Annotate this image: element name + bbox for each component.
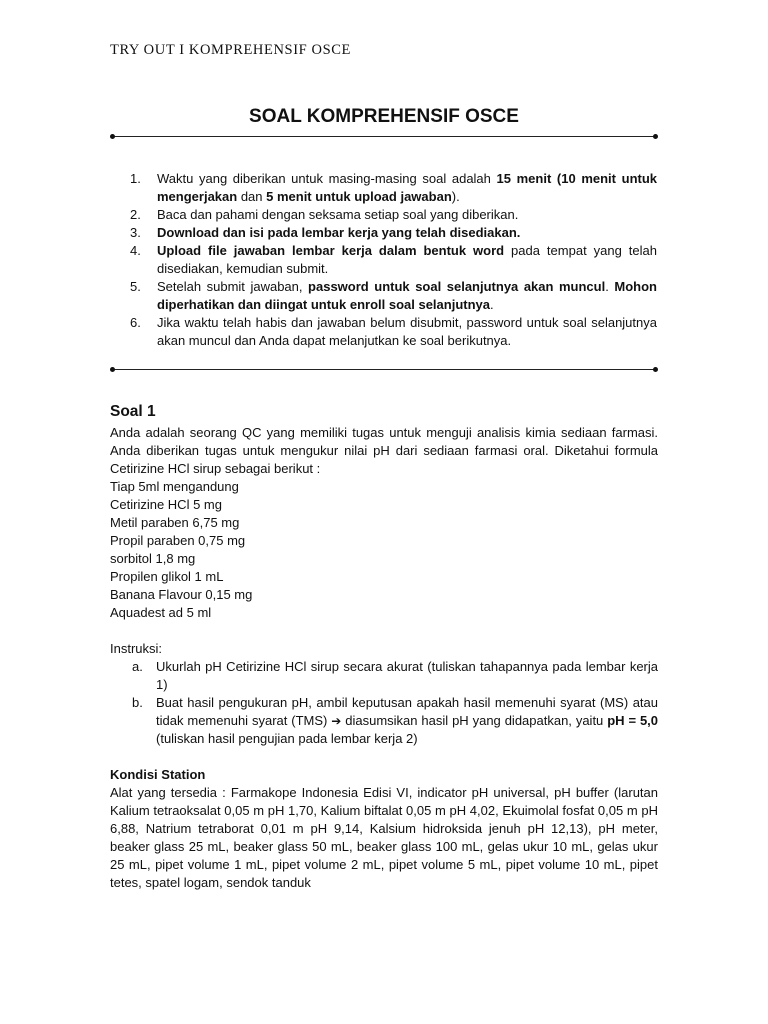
formula-line: sorbitol 1,8 mg — [110, 551, 196, 566]
text-segment: Waktu yang diberikan untuk masing-masing soal adalah — [157, 171, 497, 186]
bottom-divider — [112, 369, 656, 370]
rule-number: 1. — [130, 171, 141, 186]
text-segment: Mohon diperhatikan dan diingat untuk enroll soal selanjutnya — [157, 279, 657, 312]
rule-item — [130, 170, 657, 206]
divider-dot-right — [653, 367, 658, 372]
text-segment: . — [605, 279, 615, 294]
instruction-item — [110, 658, 658, 694]
arrow-icon: ➔ — [331, 714, 342, 728]
instruction-letter: a. — [132, 659, 143, 674]
rule-number: 4. — [130, 243, 141, 258]
rule-number: 5. — [130, 279, 141, 294]
formula-line: Banana Flavour 0,15 mg — [110, 587, 253, 602]
text-segment: . — [490, 297, 494, 312]
text-segment: Ukurlah pH Cetirizine HCl sirup secara akurat (tuliskan tahapannya pada lembar kerja 1) — [156, 659, 658, 692]
text-segment: Download dan isi pada lembar kerja yang telah disediakan. — [157, 225, 521, 240]
text-segment: pada tempat yang telah disediakan, kemudian submit. — [157, 243, 657, 276]
document-header: TRY OUT I KOMPREHENSIF OSCE — [110, 42, 351, 58]
formula-list — [110, 478, 658, 622]
rule-number: 6. — [130, 315, 141, 330]
station-text: Alat yang tersedia : Farmakope Indonesia Edisi VI, indicator pH universal, pH buffer (larutan Kalium tetraoksalat 0,05 m pH 1,70, Kalium biftalat 0,05 m pH 4,02, Ekuimolal fosfat 0,05 m pH 6,88, Natrium tetraborat 0,01 m pH 9,14, Kalsium hidroksida jenuh pH 12,13), pH meter, beaker glass 25 mL, beaker glass 50 mL, beaker glass 100 mL, gelas ukur 10 mL, gelas ukur 25 mL, pipet volume 1 mL, pipet volume 2 mL, pipet volume 5 mL, pipet volume 10 mL, pipet tetes, spatel logam, sendok tanduk — [110, 785, 658, 890]
formula-line: Tiap 5ml mengandung — [110, 479, 239, 494]
formula-line: Cetirizine HCl 5 mg — [110, 497, 222, 512]
formula-line: Propil paraben 0,75 mg — [110, 533, 246, 548]
formula-line: Aquadest ad 5 ml — [110, 605, 212, 620]
instruction-letter: b. — [132, 695, 143, 710]
text-segment: pH = 5,0 — [607, 713, 659, 728]
rule-number: 3. — [130, 225, 141, 240]
rule-number: 2. — [130, 207, 141, 222]
formula-line: Propilen glikol 1 mL — [110, 569, 224, 584]
rule-item — [130, 278, 657, 314]
text-segment: Upload file jawaban lembar kerja dalam bentuk word — [157, 243, 505, 258]
page-title: SOAL KOMPREHENSIF OSCE — [249, 106, 519, 127]
rules-list — [130, 170, 657, 350]
text-segment: Jika waktu telah habis dan jawaban belum disubmit, password untuk soal selanjutnya akan muncul dan Anda dapat melanjutkan ke soal berikutnya. — [157, 315, 657, 348]
text-segment: ). — [451, 189, 460, 204]
question-intro: Anda adalah seorang QC yang memiliki tugas untuk menguji analisis kimia sediaan farmasi. Anda diberikan tugas untuk mengukur nilai pH dari sediaan farmasi oral. Diketahui formula Cetirizine HCl sirup sebagai berikut : — [110, 425, 658, 476]
instruction-item — [110, 694, 658, 748]
divider-dot-left — [110, 134, 115, 139]
text-segment: dan — [237, 189, 267, 204]
instruction-list — [110, 658, 658, 748]
text-segment: diasumsikan hasil pH yang didapatkan, yaitu — [341, 713, 608, 728]
text-segment: Buat hasil pengukuran pH, ambil keputusan apakah hasil memenuhi syarat (MS) atau tidak memenuhi syarat (TMS) — [156, 695, 658, 728]
text-segment: (tuliskan hasil pengujian pada lembar kerja 2) — [156, 731, 418, 746]
station-label: Kondisi Station — [110, 767, 206, 782]
divider-dot-right — [653, 134, 658, 139]
question-body — [110, 424, 658, 892]
rule-item — [130, 314, 657, 350]
instruction-label: Instruksi: — [110, 641, 163, 656]
text-segment: 5 menit untuk upload jawaban — [266, 189, 452, 204]
question-title: Soal 1 — [110, 403, 156, 420]
text-segment: Setelah submit jawaban, — [157, 279, 309, 294]
formula-line: Metil paraben 6,75 mg — [110, 515, 240, 530]
text-segment: 15 menit (10 menit untuk mengerjakan — [157, 171, 658, 204]
text-segment: Baca dan pahami dengan seksama setiap soal yang diberikan. — [157, 207, 519, 222]
rule-item — [130, 224, 657, 242]
top-divider — [112, 136, 656, 137]
text-segment: password untuk soal selanjutnya akan muncul — [308, 279, 606, 294]
rule-item — [130, 242, 657, 278]
rule-item — [130, 206, 657, 224]
divider-dot-left — [110, 367, 115, 372]
